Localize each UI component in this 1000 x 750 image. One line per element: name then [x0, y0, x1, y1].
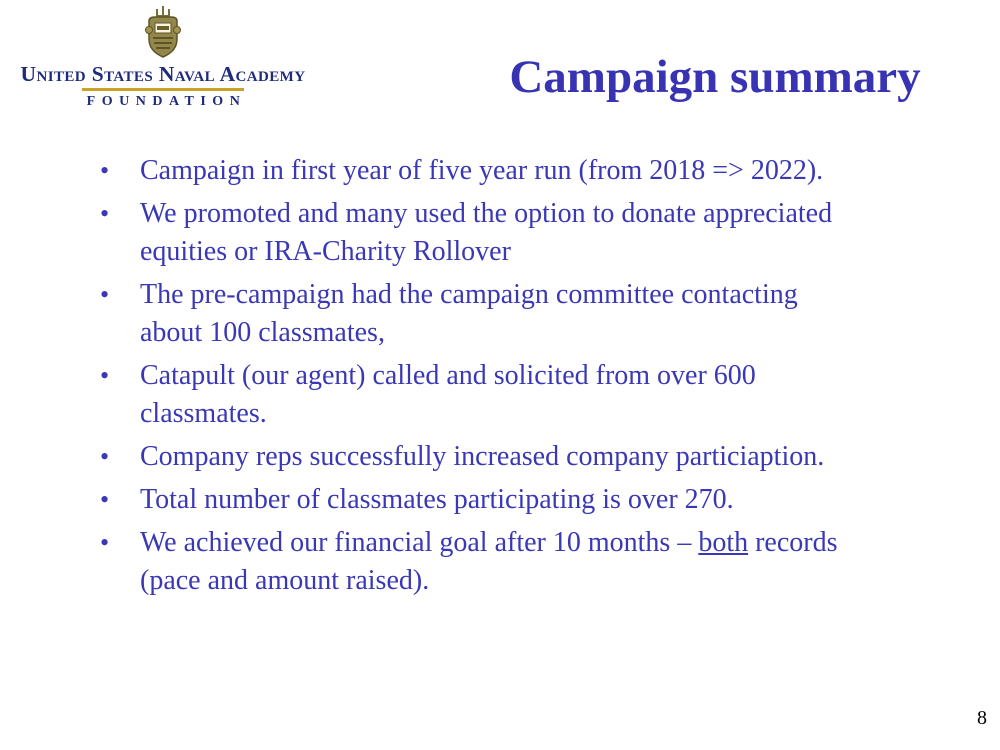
- bullet-marker-icon: •: [100, 156, 110, 185]
- bullet-marker-icon: •: [100, 280, 110, 309]
- logo-foundation-label: FOUNDATION: [86, 93, 247, 109]
- bullet-text: [140, 155, 823, 186]
- bullet-marker-icon: •: [100, 528, 110, 557]
- text-run: Company reps successfully increased company particiaption.: [140, 441, 825, 472]
- bullet-item: [88, 152, 920, 190]
- slide-title: Campaign summary: [509, 51, 921, 103]
- logo-org-name: United States Naval Academy: [20, 62, 306, 86]
- bullet-text: [140, 527, 838, 596]
- page-number: 8: [977, 707, 987, 729]
- bullet-marker-icon: •: [100, 361, 110, 390]
- bullet-text: [140, 198, 832, 267]
- bullet-item: [88, 481, 920, 519]
- bullet-item: [88, 357, 920, 433]
- text-run: Total number of classmates participating is over 270.: [140, 484, 734, 515]
- bullet-text: [140, 360, 756, 429]
- bullet-item: [88, 195, 920, 271]
- naval-academy-crest-icon: [138, 4, 188, 60]
- bullet-item: [88, 524, 920, 600]
- text-run: (pace and amount raised).: [140, 565, 430, 596]
- bullet-marker-icon: •: [100, 199, 110, 228]
- text-run: Campaign in first year of five year run (from 2018 => 2022).: [140, 155, 824, 186]
- text-run: Catapult (our agent) called and solicited from over 600: [140, 360, 756, 391]
- underlined-text: both: [698, 527, 749, 558]
- bullet-text: [140, 484, 734, 515]
- text-run: records: [748, 527, 838, 558]
- bullet-item: [88, 438, 920, 476]
- bullet-item: [88, 276, 920, 352]
- bullet-text: [140, 441, 824, 472]
- bullet-text: [140, 279, 798, 348]
- text-run: The pre-campaign had the campaign committee contacting: [140, 279, 798, 310]
- bullet-marker-icon: •: [100, 442, 110, 471]
- text-run: equities or IRA-Charity Rollover: [140, 236, 511, 267]
- text-run: We promoted and many used the option to donate appreciated: [140, 198, 833, 229]
- bullet-marker-icon: •: [100, 485, 110, 514]
- bullet-list: [88, 152, 920, 605]
- logo: [12, 4, 314, 110]
- text-run: classmates.: [140, 398, 267, 429]
- text-run: We achieved our financial goal after 10 months –: [140, 527, 699, 558]
- logo-gold-underline: [82, 88, 244, 91]
- text-run: about 100 classmates,: [140, 317, 385, 348]
